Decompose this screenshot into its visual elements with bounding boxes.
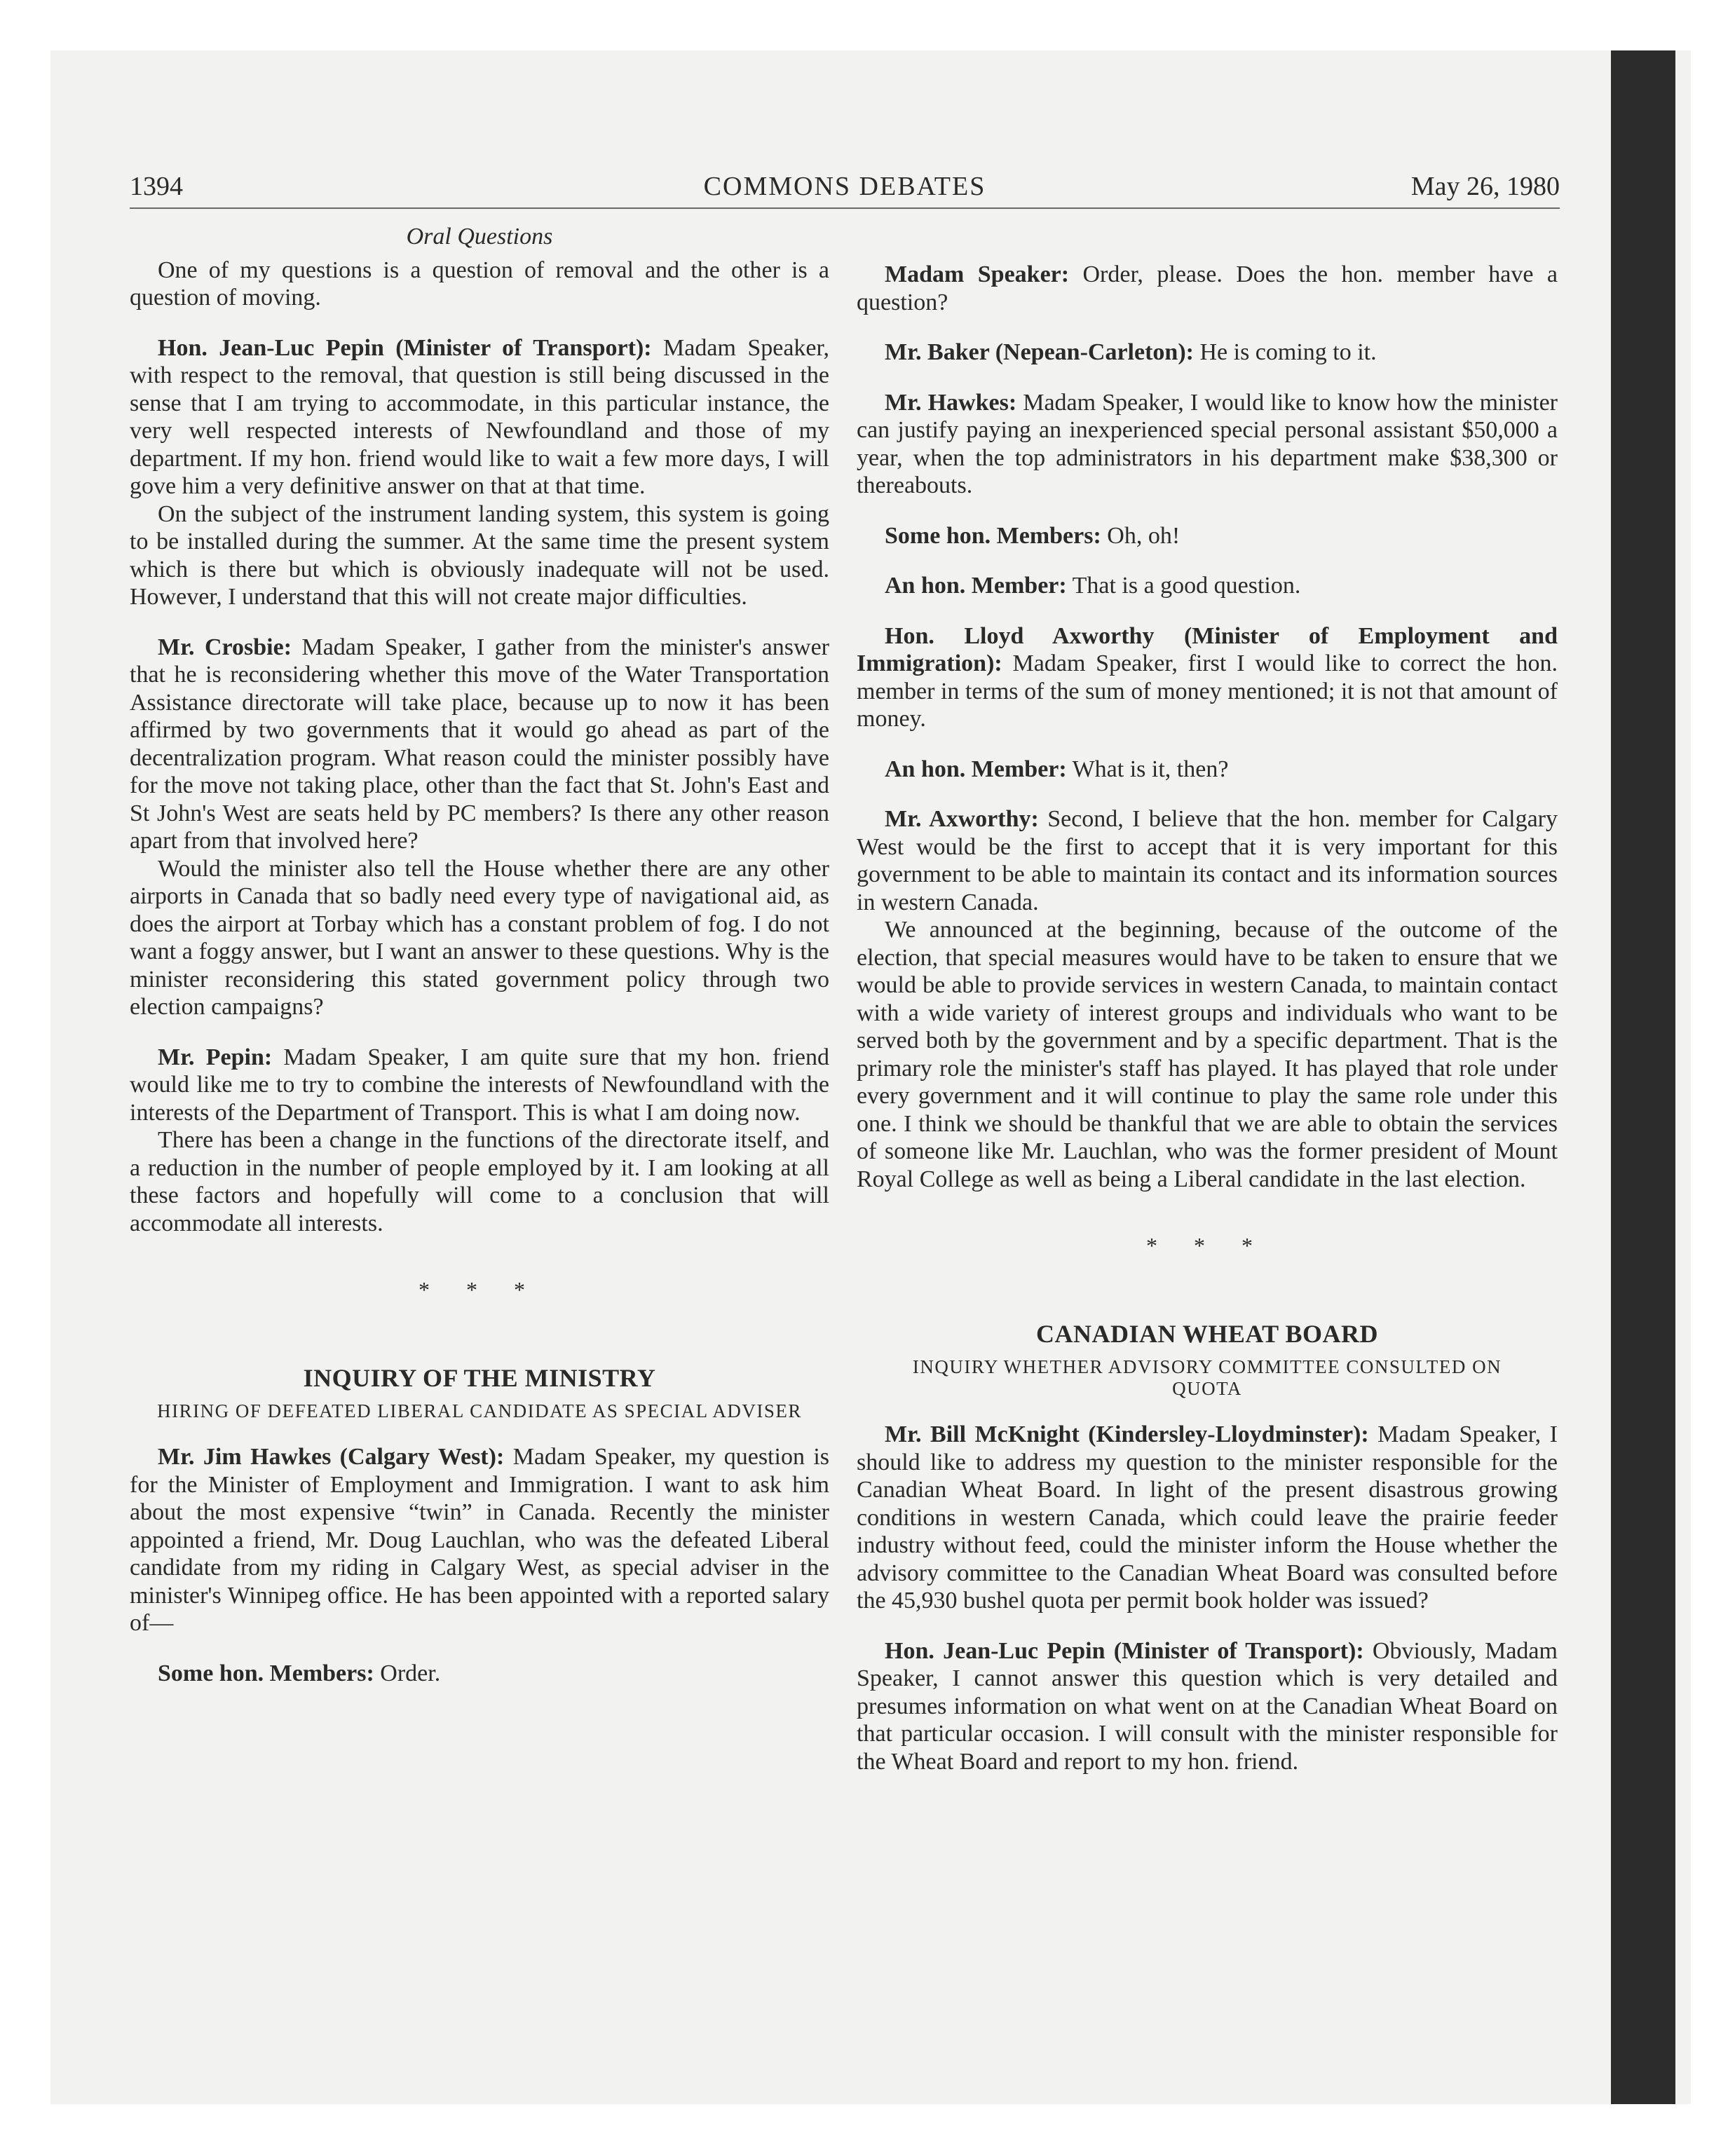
section-divider: * * * (419, 1277, 540, 1302)
speaker-name: Mr. Hawkes: (885, 389, 1017, 416)
speaker-name: Madam Speaker: (885, 261, 1070, 287)
paragraph: On the subject of the instrument landing system, this system is going to be installed during the summer. At the same time the present system which is there but which is obviously inadequate will not be used. However, I understand that this will not create major difficulties. (130, 500, 829, 610)
paragraph (857, 339, 1558, 367)
speech-text: Oh, oh! (1101, 522, 1181, 549)
publication-title: COMMONS DEBATES (703, 172, 986, 201)
speaker-name: Mr. Jim Hawkes (Calgary West): (158, 1444, 505, 1470)
speaker-name: Mr. Axworthy: (885, 806, 1039, 832)
paragraph (857, 622, 1558, 733)
speech-text: Obviously, Madam Speaker, I cannot answer this question which is very detailed and presumes information on what went on at the Canadian Wheat Board on that particular occasion. I will consult with the minister responsible for the Wheat Board and report to my hon. friend. (857, 1637, 1558, 1775)
section-divider: * * * (1146, 1233, 1268, 1258)
paragraph (857, 756, 1558, 784)
speech-text: Madam Speaker, I am quite sure that my hon. friend would like me to try to combine the interests of Newfoundland with the interests of the Department of Transport. This is what I am doing now. (130, 1044, 829, 1126)
speaker-name: Mr. Pepin: (158, 1044, 273, 1070)
section-heading: CANADIAN WHEAT BOARD (1035, 1319, 1379, 1348)
speaker-name: Hon. Jean-Luc Pepin (Minister of Transport): (885, 1637, 1364, 1664)
paragraph: Would the minister also tell the House whether there are any other airports in Canada that so badly need every type of navigational aid, as does the airport at Torbay which has a constant problem of fog. I do not want a foggy answer, but I want an answer to these questions. Why is the minister reconsidering this stated government policy through two election campaigns? (130, 855, 829, 1020)
right-column (857, 261, 1558, 1775)
section-subheading: HIRING OF DEFEATED LIBERAL CANDIDATE AS SPECIAL ADVISER (157, 1400, 802, 1421)
paragraph: We announced at the beginning, because of the outcome of the election, that special measures would have to be taken to ensure that we would be able to provide services in western Canada, to maintain contact with a wide variety of interest groups and individuals who want to be served both by the government and by a specific department. That is the primary role the minister's staff has played. It has played that role under every government and it will continue to play the same role under this one. I think we should be thankful that we are able to obtain the services of someone like Mr. Lauchlan, who was the former president of Mount Royal College as well as being a Liberal candidate in the last election. (857, 917, 1558, 1192)
speech-text: Madam Speaker, first I would like to correct the hon. member in terms of the sum of money mentioned; it is not that amount of money. (857, 650, 1558, 732)
speaker-name: Hon. Lloyd Axworthy (Minister of Employment and Immigration): (857, 622, 1558, 676)
speech-text: Madam Speaker, with respect to the removal, that question is still being discussed in the sense that I am trying to accommodate, in this particular instance, the very well respected interests of Newfoundland and those of my department. If my hon. friend would like to wait a few more days, I will gove him a very definitive answer on that at that time. (130, 334, 829, 499)
speech-text: Madam Speaker, my question is for the Minister of Employment and Immigration. I want to ask him about the most expensive “twin” in Canada. Recently the minister appointed a friend, Mr. Doug Lauchlan, who was the defeated Liberal candidate from my riding in Calgary West, as special adviser in the minister's Winnipeg office. He has been appointed with a reported salary of— (130, 1444, 829, 1636)
header-date: May 26, 1980 (1410, 172, 1560, 201)
paragraph (857, 1637, 1558, 1776)
speaker-name: Mr. Crosbie: (158, 634, 292, 660)
header-rule (130, 207, 1560, 209)
paragraph (857, 805, 1558, 916)
speech-text: Order, please. Does the hon. member have a question? (857, 261, 1558, 315)
speaker-name: An hon. Member: (885, 756, 1067, 782)
scan-edge-shadow (1611, 50, 1675, 2104)
paragraph: There has been a change in the functions of the directorate itself, and a reduction in the number of people employed by it. I am looking at all these factors and hopefully will come to a conclusion that will accommodate all interests. (130, 1127, 829, 1236)
paragraph: One of my questions is a question of removal and the other is a question of moving. (130, 257, 829, 311)
speaker-name: An hon. Member: (885, 573, 1067, 599)
page-header (130, 168, 1560, 205)
left-column (130, 223, 829, 1687)
speaker-name: Mr. Bill McKnight (Kindersley-Lloydminster): (885, 1421, 1369, 1447)
speaker-name: Some hon. Members: (158, 1660, 374, 1686)
speech-text: Madam Speaker, I should like to address my question to the minister responsible for the Canadian Wheat Board. In light of the present disastrous growing conditions in western Canada, which could leave the prairie feeder industry without feed, could the minister inform the House whether the advisory committee to the Canadian Wheat Board was consulted before the 45,930 bushel quota per permit book holder was issued? (857, 1421, 1558, 1613)
speech-text: What is it, then? (1066, 756, 1229, 782)
paragraph (130, 634, 829, 855)
page-number: 1394 (130, 172, 183, 201)
paragraph (857, 522, 1558, 550)
paragraph (857, 572, 1558, 600)
paragraph (130, 1660, 829, 1688)
paragraph (130, 334, 829, 500)
running-head: Oral Questions (406, 224, 553, 250)
paragraph (857, 261, 1558, 316)
paragraph (130, 1443, 829, 1637)
section-heading: INQUIRY OF THE MINISTRY (303, 1363, 656, 1392)
speech-text: Madam Speaker, I gather from the minister's answer that he is reconsidering whether this move of the Water Transportation Assistance directorate will take place, because up to now it has been affirmed by two governments that it would go ahead as part of the decentralization program. What reason could the minister possibly have for the move not taking place, other than the fact that St. John's East and St John's West are seats held by PC members? Is there any other reason apart from that involved here? (130, 634, 829, 854)
speaker-name: Some hon. Members: (885, 522, 1101, 549)
speaker-name: Hon. Jean-Luc Pepin (Minister of Transport): (158, 334, 652, 361)
speech-text: Madam Speaker, I would like to know how the minister can justify paying an inexperienced special personal assistant $50,000 a year, when the top administrators in his department make $38,300 or thereabouts. (857, 389, 1558, 498)
paragraph (857, 389, 1558, 500)
section-subheading: INQUIRY WHETHER ADVISORY COMMITTEE CONSULTED ON QUOTA (912, 1356, 1502, 1399)
paragraph (857, 1421, 1558, 1615)
speaker-name: Mr. Baker (Nepean-Carleton): (885, 339, 1194, 365)
speech-text: That is a good question. (1066, 573, 1301, 599)
speech-text: He is coming to it. (1193, 339, 1377, 365)
speech-text: Order. (374, 1660, 441, 1686)
speech-text: Second, I believe that the hon. member for Calgary West would be the first to accept that it is very important for this government to be able to maintain its contact and its information sources in western Canada. (857, 806, 1558, 915)
paragraph (130, 1044, 829, 1127)
